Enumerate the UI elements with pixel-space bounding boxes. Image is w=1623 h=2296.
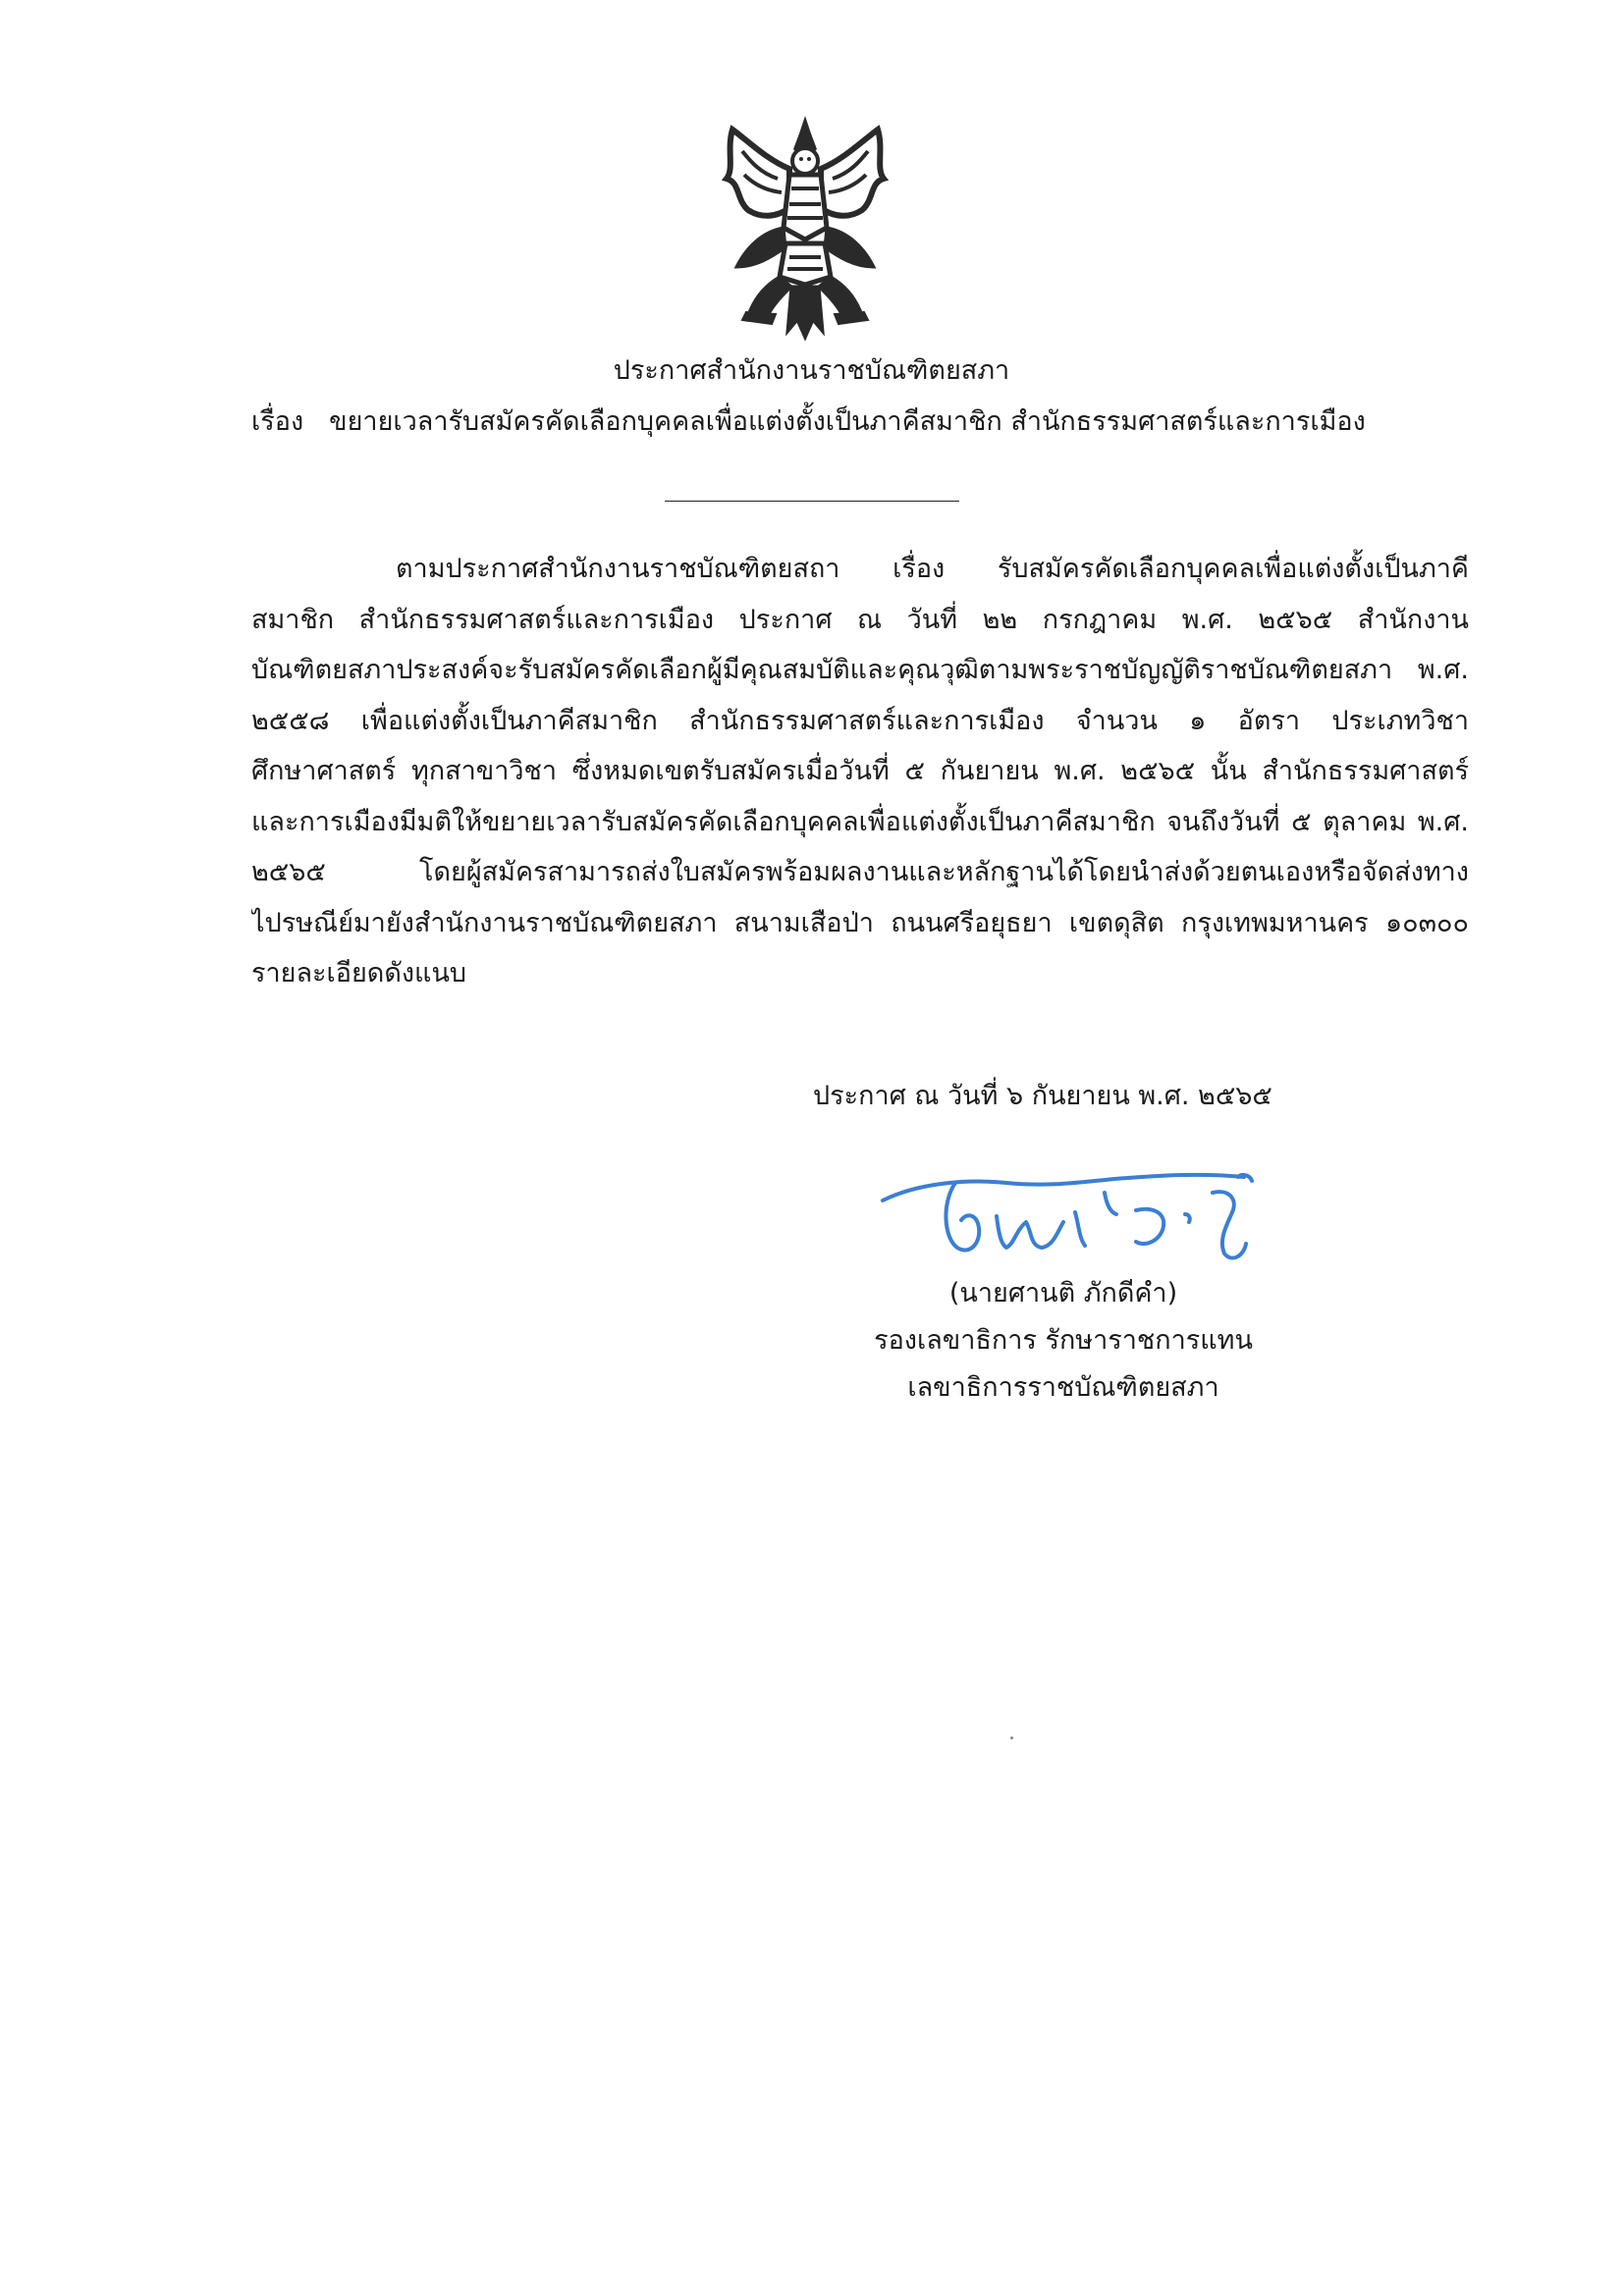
body-line: ๒๕๖๕ โดยผู้สมัครสามารถส่งใบสมัครพร้อมผลงานและหลักฐานได้โดยนำส่งด้วยตนเองหรือจัดส่งทาง: [251, 857, 1469, 887]
body-line: ศึกษาศาสตร์ ทุกสาขาวิชา ซึ่งหมดเขตรับสมัครเมื่อวันที่ ๕ กันยายน พ.ศ. ๒๕๖๕ นั้น สำนักธรรมศาสตร์: [251, 756, 1469, 786]
subject-text: ขยายเวลารับสมัครคัดเลือกบุคคลเพื่อแต่งตั้งเป็นภาคีสมาชิก สำนักธรรมศาสตร์และการเมือง: [329, 406, 1366, 437]
scan-speck: [1010, 1736, 1013, 1739]
subject-label: เรื่อง: [251, 406, 304, 437]
announcement-subject: [251, 402, 1366, 442]
body-line: ๒๕๕๘ เพื่อแต่งตั้งเป็นภาคีสมาชิก สำนักธรรมศาสตร์และการเมือง จำนวน ๑ อัตรา ประเภทวิชา: [251, 705, 1469, 736]
body-line: รายละเอียดดังแนบ: [251, 958, 467, 988]
body-line: และการเมืองมีมติให้ขยายเวลารับสมัครคัดเลือกบุคคลเพื่อแต่งตั้งเป็นภาคีสมาชิก จนถึงวันที่ ๕ ตุลาคม พ.ศ.: [251, 806, 1469, 837]
signer-position: รองเลขาธิการ รักษาราชการแทน: [874, 1325, 1253, 1356]
title-divider: [665, 501, 959, 502]
body-line: ตามประกาศสำนักงานราชบัณฑิตยสถา เรื่อง รับสมัครคัดเลือกบุคคลเพื่อแต่งตั้งเป็นภาคี: [396, 554, 1469, 584]
signer-organization: เลขาธิการราชบัณฑิตยสภา: [907, 1372, 1219, 1403]
announcement-body: [251, 544, 1469, 999]
signature-icon: [879, 1153, 1281, 1271]
body-line: บัณฑิตยสภาประสงค์จะรับสมัครคัดเลือกผู้มีคุณสมบัติและคุณวุฒิตามพระราชบัญญัติราชบัณฑิตยสภา พ.ศ.: [251, 655, 1469, 685]
announcement-date: ประกาศ ณ วันที่ ๖ กันยายน พ.ศ. ๒๕๖๕: [813, 1081, 1272, 1111]
announcement-title: ประกาศสำนักงานราชบัณฑิตยสภา: [613, 355, 1010, 386]
garuda-emblem-icon: [707, 110, 903, 346]
signer-name: (นายศานติ ภักดีคำ): [948, 1278, 1178, 1308]
body-line: ไปรษณีย์มายังสำนักงานราชบัณฑิตยสภา สนามเสือป่า ถนนศรีอยุธยา เขตดุสิต กรุงเทพมหานคร ๑๐๓๐๐: [251, 907, 1469, 938]
body-line: สมาชิก สำนักธรรมศาสตร์และการเมือง ประกาศ ณ วันที่ ๒๒ กรกฎาคม พ.ศ. ๒๕๖๕ สำนักงาน: [251, 604, 1469, 635]
